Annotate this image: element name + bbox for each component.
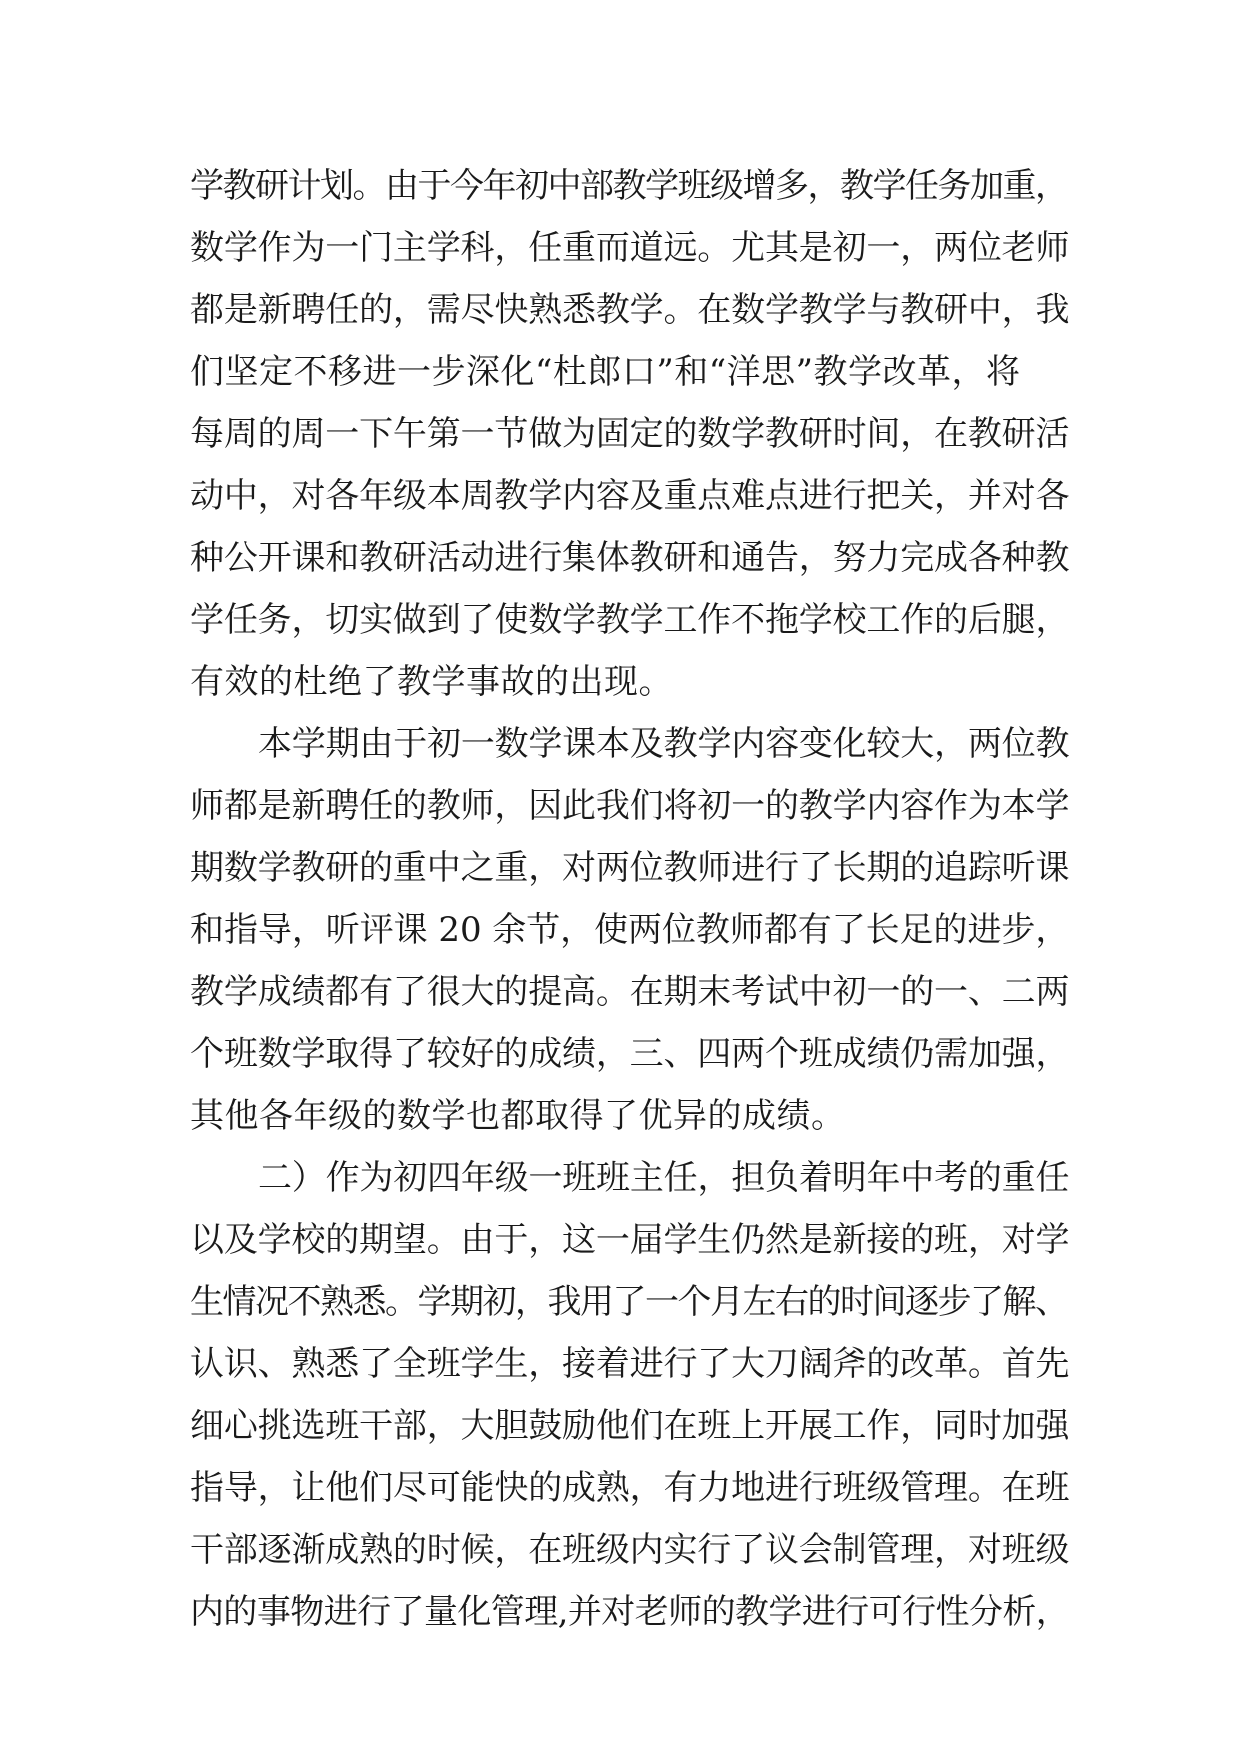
text-line: 有效的杜绝了教学事故的出现。 [190, 662, 673, 702]
text-line: 个班数学取得了较好的成绩，三、四两个班成绩仍需加强， [190, 1034, 1070, 1074]
paragraph-first-line: 二）作为初四年级一班班主任，担负着明年中考的重任 [258, 1158, 1070, 1198]
text-line: 种公开课和教研活动进行集体教研和通告，努力完成各种教 [190, 538, 1070, 578]
text-line: 期数学教研的重中之重，对两位教师进行了长期的追踪听课 [190, 848, 1070, 888]
text-line: 内的事物进行了量化管理,并对老师的教学进行可行性分析， [190, 1592, 1070, 1632]
text-line: 以及学校的期望。由于，这一届学生仍然是新接的班，对学 [190, 1220, 1070, 1260]
text-line: 教学成绩都有了很大的提高。在期末考试中初一的一、二两 [190, 972, 1070, 1012]
text-line: 其他各年级的数学也都取得了优异的成绩。 [190, 1096, 846, 1136]
text-line: 数学作为一门主学科，任重而道远。尤其是初一，两位老师 [190, 228, 1070, 268]
document-body [190, 155, 1070, 1643]
text-line: 们坚定不移进一步深化“杜郎口”和“洋思”教学改革，将 [190, 352, 1021, 392]
text-line: 都是新聘任的，需尽快熟悉教学。在数学教学与教研中，我 [190, 290, 1070, 330]
text-line: 指导，让他们尽可能快的成熟，有力地进行班级管理。在班 [190, 1468, 1070, 1508]
text-line: 动中，对各年级本周教学内容及重点难点进行把关，并对各 [190, 476, 1070, 516]
text-line: 每周的周一下午第一节做为固定的数学教研时间，在教研活 [190, 414, 1070, 454]
text-line: 学任务，切实做到了使数学教学工作不拖学校工作的后腿， [190, 600, 1070, 640]
text-line: 认识、熟悉了全班学生，接着进行了大刀阔斧的改革。首先 [190, 1344, 1070, 1384]
text-line: 学教研计划。由于今年初中部教学班级增多，教学任务加重， [190, 166, 1068, 206]
text-line: 干部逐渐成熟的时候，在班级内实行了议会制管理，对班级 [190, 1530, 1070, 1570]
paragraph-first-line: 本学期由于初一数学课本及教学内容变化较大，两位教 [258, 724, 1070, 764]
text-line: 生情况不熟悉。学期初，我用了一个月左右的时间逐步了解、 [190, 1282, 1068, 1322]
text-line: 细心挑选班干部，大胆鼓励他们在班上开展工作，同时加强 [190, 1406, 1070, 1446]
text-line: 和指导，听评课 20 余节，使两位教师都有了长足的进步， [190, 910, 1070, 950]
text-line: 师都是新聘任的教师，因此我们将初一的教学内容作为本学 [190, 786, 1070, 826]
